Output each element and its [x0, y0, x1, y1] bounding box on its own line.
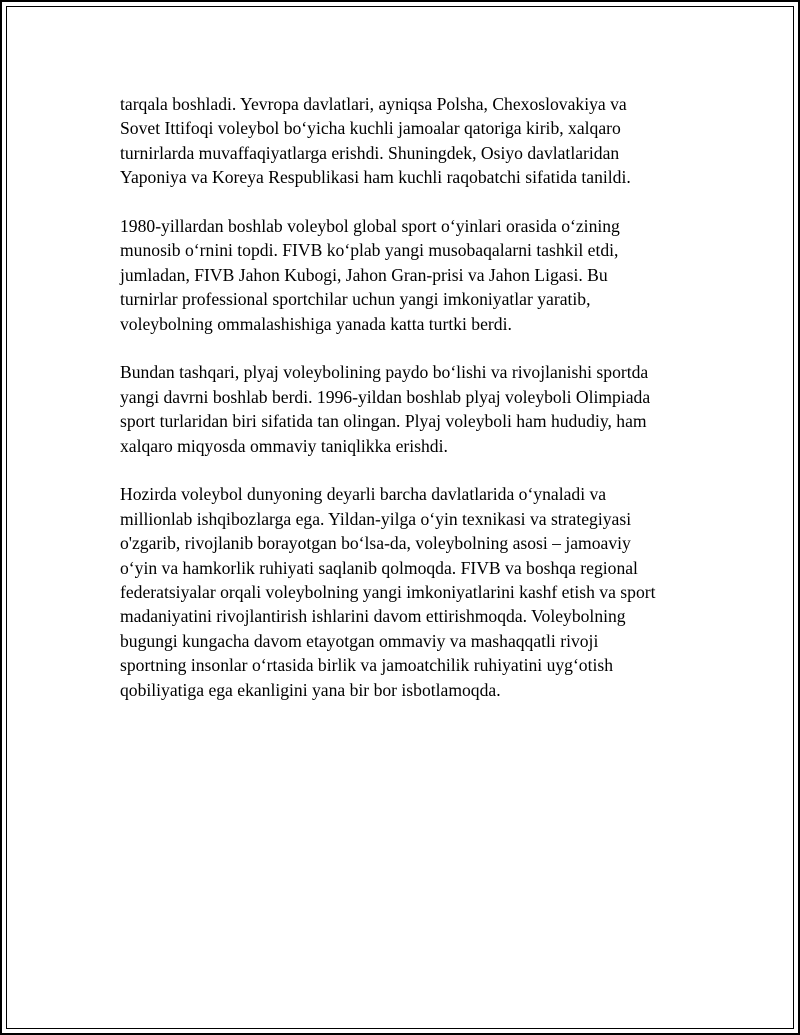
text-line: tarqala boshladi. Yevropa davlatlari, ayniqsa Polsha, Chexoslovakiya va — [120, 94, 627, 114]
text-line: Sovet Ittifoqi voleybol bo‘yicha kuchli jamoalar qatoriga kirib, xalqaro — [120, 118, 621, 139]
text-line: turnirlarda muvaffaqiyatlarga erishdi. Shuningdek, Osiyo davlatlaridan — [120, 142, 620, 163]
document-body — [120, 92, 700, 727]
text-line: bugungi kungacha davom etayotgan ommaviy va mashaqqatli rivoji — [120, 630, 599, 651]
text-line: turnirlar professional sportchilar uchun yangi imkoniyatlar yaratib, — [120, 289, 591, 310]
text-line: voleybolning ommalashishiga yanada katta turtki berdi. — [120, 313, 512, 334]
text-line: yangi davrni boshlab berdi. 1996-yildan boshlab plyaj voleyboli Olimpiada — [120, 386, 651, 407]
text-line: Hozirda voleybol dunyoning deyarli barcha davlatlarida o‘ynaladi va — [120, 484, 607, 505]
text-line: jumladan, FIVB Jahon Kubogi, Jahon Gran-prisi va Jahon Ligasi. Bu — [120, 264, 608, 285]
paragraph-1 — [120, 92, 700, 190]
paragraph-3 — [120, 360, 700, 458]
text-line: 1980-yillardan boshlab voleybol global sport o‘yinlari orasida o‘zining — [120, 216, 620, 237]
text-line: sportning insonlar o‘rtasida birlik va jamoatchilik ruhiyatini uyg‘otish — [120, 655, 614, 676]
text-line: o'zgarib, rivojlanib borayotgan bo‘lsa-da, voleybolning asosi – jamoaviy — [120, 533, 631, 554]
text-line: Bundan tashqari, plyaj voleybolining paydo bo‘lishi va rivojlanishi sportda — [120, 362, 649, 383]
text-line: xalqaro miqyosda ommaviy taniqlikka erishdi. — [120, 435, 448, 456]
text-line: munosib o‘rnini topdi. FIVB ko‘plab yangi musobaqalarni tashkil etdi, — [120, 240, 619, 261]
paragraph-2 — [120, 214, 700, 336]
text-line: o‘yin va hamkorlik ruhiyati saqlanib qolmoqda. FIVB va boshqa regional — [120, 557, 638, 578]
text-line: madaniyatini rivojlantirish ishlarini davom ettirishmoqda. Voleybolning — [120, 606, 626, 627]
paragraph-4 — [120, 482, 700, 702]
text-line: Yaponiya va Koreya Respublikasi ham kuchli raqobatchi sifatida tanildi. — [120, 167, 631, 188]
text-line: federatsiyalar orqali voleybolning yangi imkoniyatlarini kashf etish va sport — [120, 582, 656, 603]
text-line: qobiliyatiga ega ekanligini yana bir bor isbotlamoqda. — [120, 679, 501, 700]
text-line: sport turlaridan biri sifatida tan olingan. Plyaj voleyboli ham hududiy, ham — [120, 411, 647, 432]
text-line: millionlab ishqibozlarga ega. Yildan-yilga o‘yin texnikasi va strategiyasi — [120, 508, 632, 529]
